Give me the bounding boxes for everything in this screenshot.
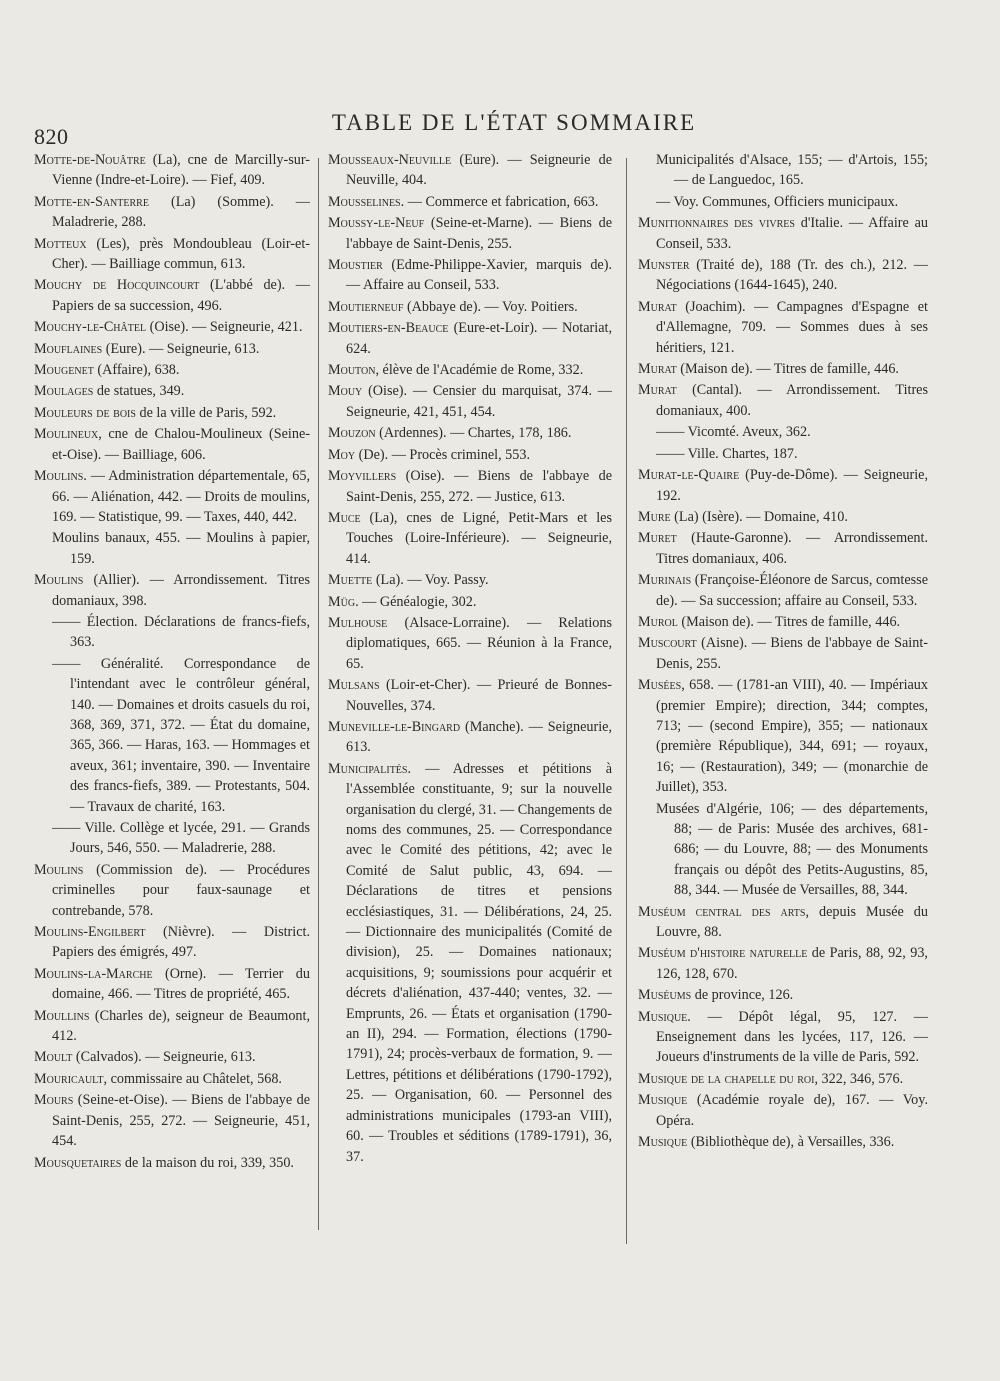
index-entry (328, 213, 612, 254)
entry-headword: Municipalités (328, 760, 408, 777)
entry-headword: Muséums (638, 987, 692, 1004)
entry-text: (Seine-et-Marne). — Biens de l'abbaye de Saint-Denis, 255. (346, 215, 612, 252)
entry-headword: Motte-en-Santerre (34, 193, 149, 210)
entry-headword: Mouton (328, 362, 376, 379)
entry-text: Musées d'Algérie, 106; — des départements, 88; — de Paris: Musée des archives, 681-686; — du Louvre, 88; — des Monuments français ou dépôt des Petits-Augustins, 85, 88, 344. — Musée de Versailles, 88, 344. (656, 800, 928, 899)
index-entry (34, 424, 310, 465)
entry-headword: Murat (638, 361, 677, 378)
index-entry (638, 150, 928, 191)
entry-text: —— Vicomté. Aveux, 362. (656, 424, 811, 441)
entry-headword: Musées (638, 677, 682, 694)
index-entry (328, 381, 612, 422)
entry-headword: Murat-le-Quaire (638, 467, 740, 484)
index-entry (34, 1090, 310, 1151)
entry-headword: Motte-de-Nouâtre (34, 152, 146, 168)
index-entry (34, 317, 310, 337)
entry-text: (Affaire), 638. (93, 362, 180, 379)
entry-text: (La), cnes de Ligné, Petit-Mars et les Touches (Loire-Inférieure). — Seigneurie, 414. (346, 509, 612, 567)
entry-headword: Moulins (34, 861, 84, 878)
entry-text: (Edme-Philippe-Xavier, marquis de). — Affaire au Conseil, 533. (346, 257, 612, 294)
entry-text: Moulins banaux, 455. — Moulins à papier, 159. (52, 530, 310, 567)
index-entry (638, 1090, 928, 1131)
entry-text: (Joachim). — Campagnes d'Espagne et d'Allemagne, 709. — Sommes dues à ses héritiers, 121. (656, 298, 928, 356)
entry-headword: Muséum central des arts (638, 903, 806, 920)
entry-text: , cne de Chalou-Moulineux (Seine-et-Oise). — Bailliage, 606. (52, 426, 310, 463)
entry-text: (Les), près Mondoubleau (Loir-et-Cher). — Bailliage commun, 613. (52, 235, 310, 273)
index-entry (34, 381, 310, 401)
entry-text: (Puy-de-Dôme). — Seigneurie, 192. (656, 467, 928, 504)
index-entry (638, 1069, 928, 1089)
entry-headword: Mougenet (34, 362, 94, 379)
index-entry (34, 1047, 310, 1067)
index-entry (638, 633, 928, 674)
index-entry (34, 1006, 310, 1047)
index-entry (34, 528, 310, 569)
entry-text: (Oise). — Seigneurie, 421. (146, 319, 303, 336)
index-column-1 (34, 150, 310, 1174)
entry-headword: Moulins (34, 468, 84, 485)
entry-text: (Eure-et-Loir). — Notariat, 624. (346, 320, 612, 357)
index-entry (328, 360, 612, 380)
entry-headword: Mouflaines (34, 340, 103, 357)
entry-headword: Mousseaux-Neuville (328, 152, 452, 168)
entry-text: (Charles de), seigneur de Beaumont, 412. (52, 1007, 310, 1045)
index-entry (638, 985, 928, 1005)
index-entry (34, 922, 310, 963)
index-entry (638, 799, 928, 901)
index-entry (328, 318, 612, 359)
entry-headword: Muette (328, 572, 373, 589)
index-entry (34, 570, 310, 611)
entry-headword: Moulins-Engilbert (34, 924, 146, 941)
index-entry (328, 759, 612, 1167)
index-entry (34, 1153, 310, 1173)
entry-headword: Murinais (638, 572, 692, 589)
entry-text: (Calvados). — Seigneurie, 613. (72, 1049, 256, 1066)
entry-text: — Voy. Communes, Officiers municipaux. (656, 193, 899, 210)
entry-text: . — Dépôt légal, 95, 127. — Enseignement dans les lycées, 117, 126. — Joueurs d'instruments de la ville de Paris, 592. (656, 1008, 928, 1066)
entry-headword: Muscourt (638, 635, 697, 652)
entry-text: de la maison du roi, 339, 350. (121, 1154, 294, 1171)
entry-headword: Mouchy de Hocquincourt (34, 277, 200, 294)
entry-headword: Munster (638, 257, 690, 274)
index-entry (328, 192, 612, 212)
entry-headword: Moulineux (34, 426, 99, 443)
entry-headword: Mouricault (34, 1070, 104, 1087)
entry-text: . — Commerce et fabrication, 663. (400, 193, 599, 210)
entry-headword: Mulhouse (328, 614, 388, 631)
entry-text: (Traité de), 188 (Tr. des ch.), 212. — Négociations (1644-1645), 240. (656, 257, 928, 294)
entry-text: de statues, 349. (93, 383, 185, 400)
entry-text: . — Administration départementale, 65, 66. — Aliénation, 442. — Droits de moulins, 169. — Statistique, 99. — Taxes, 440, 442. (52, 468, 310, 525)
entry-headword: Murol (638, 613, 678, 630)
entry-headword: Moulins-la-Marche (34, 965, 153, 982)
entry-text: Municipalités d'Alsace, 155; — d'Artois, 155; — de Languedoc, 165. (656, 152, 928, 189)
index-entry (328, 255, 612, 296)
entry-text: (Académie royale de), 167. — Voy. Opéra. (656, 1092, 928, 1129)
index-entry (328, 717, 612, 758)
index-entry (328, 592, 612, 612)
entry-headword: Moutierneuf (328, 298, 404, 315)
index-entry (328, 423, 612, 443)
entry-headword: Musique (638, 1008, 688, 1025)
entry-text: , depuis Musée du Louvre, 88. (656, 903, 928, 941)
entry-text: (Manche). — Seigneurie, 613. (346, 718, 612, 756)
entry-headword: Mouleurs de bois (34, 404, 136, 421)
entry-headword: Murat (638, 382, 677, 399)
entry-headword: Musique (638, 1092, 688, 1109)
index-entry (328, 150, 612, 191)
index-entry (638, 422, 928, 442)
entry-headword: Mouy (328, 383, 363, 400)
entry-text: —— Ville. Collège et lycée, 291. — Grands Jours, 546, 550. — Maladrerie, 288. (52, 820, 310, 857)
index-entry (34, 150, 310, 191)
index-entry (34, 860, 310, 921)
entry-text: de province, 126. (691, 987, 794, 1004)
index-entry (328, 445, 612, 465)
entry-text: (Françoise-Éléonore de Sarcus, comtesse de). — Sa succession; affaire au Conseil, 533. (656, 572, 928, 609)
column-divider (318, 158, 319, 1230)
entry-headword: Mouchy-le-Châtel (34, 319, 147, 336)
entry-text: (Aisne). — Biens de l'abbaye de Saint-Denis, 255. (656, 635, 928, 672)
entry-text: (La). — Voy. Passy. (372, 572, 489, 589)
entry-text: (Oise). — Biens de l'abbaye de Saint-Denis, 255, 272. — Justice, 613. (346, 468, 612, 505)
entry-headword: Muséum d'histoire naturelle (638, 945, 808, 962)
index-entry (328, 466, 612, 507)
index-entry (638, 943, 928, 984)
index-entry (638, 528, 928, 569)
index-entry (638, 570, 928, 611)
entry-text: —— Ville. Chartes, 187. (656, 445, 798, 462)
entry-text: (Alsace-Lorraine). — Relations diplomatiques, 665. — Réunion à la France, 65. (346, 614, 612, 672)
entry-text: (Abbaye de). — Voy. Poitiers. (403, 298, 578, 315)
index-column-3 (638, 150, 928, 1154)
entry-headword: Müg (328, 593, 356, 610)
index-entry (638, 465, 928, 506)
entry-headword: Muret (638, 530, 677, 547)
index-entry (638, 507, 928, 527)
index-entry (638, 359, 928, 379)
entry-headword: Mousquetaires (34, 1154, 122, 1171)
index-entry (328, 570, 612, 590)
index-entry (34, 234, 310, 275)
index-column-2 (328, 150, 612, 1168)
entry-text: . — Adresses et pétitions à l'Assemblée constituante, 9; sur la nouvelle organisation du clergé, 31. — Changements de noms des communes, 25. — Correspondance avec le Comité des pétitions, 42; avec le Comité de Salut public, 43, 694. — Déclarations de titres et pensions ecclésiastiques, 31. — Délibérations, 24, 25. — Dictionnaire des municipalités (Comité de division), 25. — Domaines nationaux; acquisitions, 9; soumissions pour acquérir et décrets d'aliénation, 437-440; ventes, 32. — Emprunts, 26. — États et organisation (1790-an II), 294. — Formation, élections (1790-1791), 24; procès-verbaux de formation, 9. — Lettres, pétitions et délibérations (1790-1792), 25. — Organisation, 60. — Personnel des administrations municipales (1793-an VIII), 60. — Troubles et séditions (1789-1791), 36, 37. (346, 760, 612, 1165)
entry-text: (L'abbé de). — Papiers de sa succession, 496. (52, 277, 310, 314)
entry-text: , 322, 346, 576. (814, 1070, 904, 1087)
entry-text: (Commission de). — Procédures criminelles pour faux-saunage et contrebande, 578. (52, 861, 310, 919)
entry-text: de la ville de Paris, 592. (135, 404, 277, 421)
entry-text: (Nièvre). — District. Papiers des émigrés, 497. (52, 924, 310, 961)
entry-headword: Moulins (34, 572, 84, 589)
index-entry (34, 964, 310, 1005)
entry-text: (La) (Isère). — Domaine, 410. (670, 508, 848, 525)
entry-text: d'Italie. — Affaire au Conseil, 533. (656, 215, 928, 252)
entry-headword: Moulages (34, 383, 94, 400)
entry-headword: Mours (34, 1092, 74, 1109)
entry-text: (Maison de). — Titres de famille, 446. (677, 613, 901, 630)
entry-text: (Cantal). — Arrondissement. Titres domaniaux, 400. (656, 382, 928, 419)
index-entry (34, 192, 310, 233)
entry-text: —— Généralité. Correspondance de l'intendant avec le contrôleur général, 140. — Domaines et droits casuels du roi, 368, 369, 371, 372. — État du domaine, 365, 366. — Haras, 163. — Hommages et aveux, 361; inventaire, 390. — Inventaire des francs-fiefs, 389. — Protestants, 504. — Travaux de charité, 163. (52, 655, 310, 815)
index-entry (638, 1132, 928, 1152)
index-entry (638, 255, 928, 296)
index-entry (638, 380, 928, 421)
entry-headword: Muce (328, 509, 361, 526)
index-entry (34, 360, 310, 380)
entry-text: (Haute-Garonne). — Arrondissement. Titres domaniaux, 406. (656, 530, 928, 567)
index-entry (638, 213, 928, 254)
entry-headword: Mure (638, 508, 671, 525)
entry-text: . — Généalogie, 302. (355, 593, 477, 610)
entry-headword: Musique (638, 1134, 688, 1151)
index-entry (34, 612, 310, 653)
index-entry (34, 339, 310, 359)
page-title: TABLE DE L'ÉTAT SOMMAIRE (331, 110, 697, 135)
entry-headword: Munitionnaires des vivres (638, 215, 795, 232)
index-entry (34, 1069, 310, 1089)
entry-text: (Eure). — Seigneurie, 613. (102, 340, 260, 357)
index-entry (34, 818, 310, 859)
entry-text: (Ardennes). — Chartes, 178, 186. (375, 425, 572, 442)
entry-text: (Loir-et-Cher). — Prieuré de Bonnes-Nouvelles, 374. (346, 677, 612, 714)
entry-text: , 658. — (1781-an VIII), 40. — Impériaux (premier Empire); direction, 344; comptes, 713; — (second Empire), 355; — nationaux (première République), 344, 691; — royaux, 16; — (Restauration), 349; — (monarchie de Juillet), 353. (656, 677, 928, 796)
index-entry (328, 297, 612, 317)
entry-headword: Moutiers-en-Beauce (328, 320, 449, 337)
entry-text: (Seine-et-Oise). — Biens de l'abbaye de Saint-Denis, 255, 272. — Seigneurie, 451, 454. (52, 1092, 310, 1150)
index-entry (638, 902, 928, 943)
entry-text: (Orne). — Terrier du domaine, 466. — Titres de propriété, 465. (52, 965, 310, 1003)
index-entry (638, 612, 928, 632)
index-entry (328, 613, 612, 674)
entry-headword: Mulsans (328, 677, 380, 694)
index-entry (638, 1007, 928, 1068)
entry-text: , élève de l'Académie de Rome, 332. (375, 362, 584, 379)
index-entry (34, 403, 310, 423)
entry-headword: Musique de la chapelle du roi (638, 1070, 815, 1087)
entry-headword: Moussy-le-Neuf (328, 215, 425, 232)
column-divider (626, 158, 627, 1244)
index-entry (34, 466, 310, 527)
index-entry (34, 275, 310, 316)
entry-headword: Moustier (328, 257, 383, 274)
entry-headword: Moyvillers (328, 468, 397, 485)
page-number: 820 (34, 124, 69, 149)
entry-headword: Moult (34, 1049, 73, 1066)
entry-headword: Murat (638, 298, 677, 315)
entry-text: (Maison de). — Titres de famille, 446. (676, 361, 899, 378)
entry-text: —— Élection. Déclarations de francs-fiefs, 363. (52, 613, 310, 651)
entry-headword: Mouzon (328, 425, 376, 442)
index-entry (638, 297, 928, 358)
index-entry (34, 654, 310, 817)
entry-text: de Paris, 88, 92, 93, 126, 128, 670. (656, 945, 928, 982)
entry-text: (De). — Procès criminel, 553. (355, 446, 530, 463)
entry-text: (Allier). — Arrondissement. Titres domaniaux, 398. (52, 572, 310, 609)
entry-headword: Moy (328, 446, 356, 463)
entry-headword: Muneville-le-Bingard (328, 718, 461, 735)
entry-headword: Moullins (34, 1007, 90, 1024)
entry-headword: Mousselines (328, 193, 401, 210)
index-entry (638, 444, 928, 464)
index-entry (638, 192, 928, 212)
index-entry (328, 508, 612, 569)
entry-text: (Bibliothèque de), à Versailles, 336. (687, 1134, 895, 1151)
entry-text: (Eure). — Seigneurie de Neuville, 404. (346, 152, 612, 189)
entry-text: (La), cne de Marcilly-sur-Vienne (Indre-et-Loire). — Fief, 409. (52, 152, 310, 189)
entry-text: , commissaire au Châtelet, 568. (103, 1070, 282, 1087)
index-entry (328, 675, 612, 716)
entry-headword: Motteux (34, 235, 87, 252)
entry-text: (Oise). — Censier du marquisat, 374. — Seigneurie, 421, 451, 454. (346, 383, 612, 420)
index-entry (638, 675, 928, 797)
entry-text: (La) (Somme). — Maladrerie, 288. (52, 193, 310, 231)
